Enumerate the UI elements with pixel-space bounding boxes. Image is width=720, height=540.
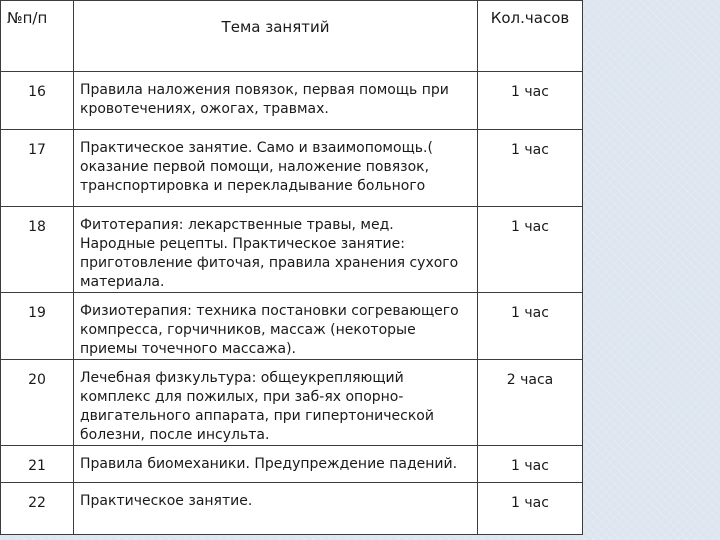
row-topic: Лечебная физкультура: общеукрепляющий комплекс для пожилых, при заб-ях опорно-двигательного аппарата, при гипертонической болезни, после инсульта. (74, 360, 478, 446)
row-hours: 1 час (478, 293, 583, 360)
row-hours: 1 час (478, 483, 583, 535)
table-row (1, 446, 583, 483)
header-number: №п/п (1, 1, 74, 72)
header-hours: Кол.часов (478, 1, 583, 72)
header-topic: Тема занятий (74, 1, 478, 72)
table-row (1, 72, 583, 130)
row-topic: Практическое занятие. Само и взаимопомощь.( оказание первой помощи, наложение повязок, транспортировка и перекладывание больного (74, 130, 478, 207)
row-hours: 2 часа (478, 360, 583, 446)
row-number: 16 (1, 72, 74, 130)
row-hours: 1 час (478, 207, 583, 293)
table-row (1, 360, 583, 446)
row-hours: 1 час (478, 446, 583, 483)
row-topic: Физиотерапия: техника постановки согревающего компресса, горчичников, массаж (некоторые приемы точечного массажа). (74, 293, 478, 360)
table-row (1, 207, 583, 293)
header-row (1, 1, 583, 72)
row-topic: Практическое занятие. (74, 483, 478, 535)
row-hours: 1 час (478, 72, 583, 130)
row-number: 19 (1, 293, 74, 360)
row-number: 17 (1, 130, 74, 207)
row-topic: Правила наложения повязок, первая помощь при кровотечениях, ожогах, травмах. (74, 72, 478, 130)
row-topic: Правила биомеханики. Предупреждение падений. (74, 446, 478, 483)
row-topic: Фитотерапия: лекарственные травы, мед. Народные рецепты. Практическое занятие: приготовление фиточая, правила хранения сухого материала. (74, 207, 478, 293)
row-hours: 1 час (478, 130, 583, 207)
row-number: 21 (1, 446, 74, 483)
row-number: 18 (1, 207, 74, 293)
table-row (1, 483, 583, 535)
row-number: 22 (1, 483, 74, 535)
row-number: 20 (1, 360, 74, 446)
table-row (1, 130, 583, 207)
table-row (1, 293, 583, 360)
